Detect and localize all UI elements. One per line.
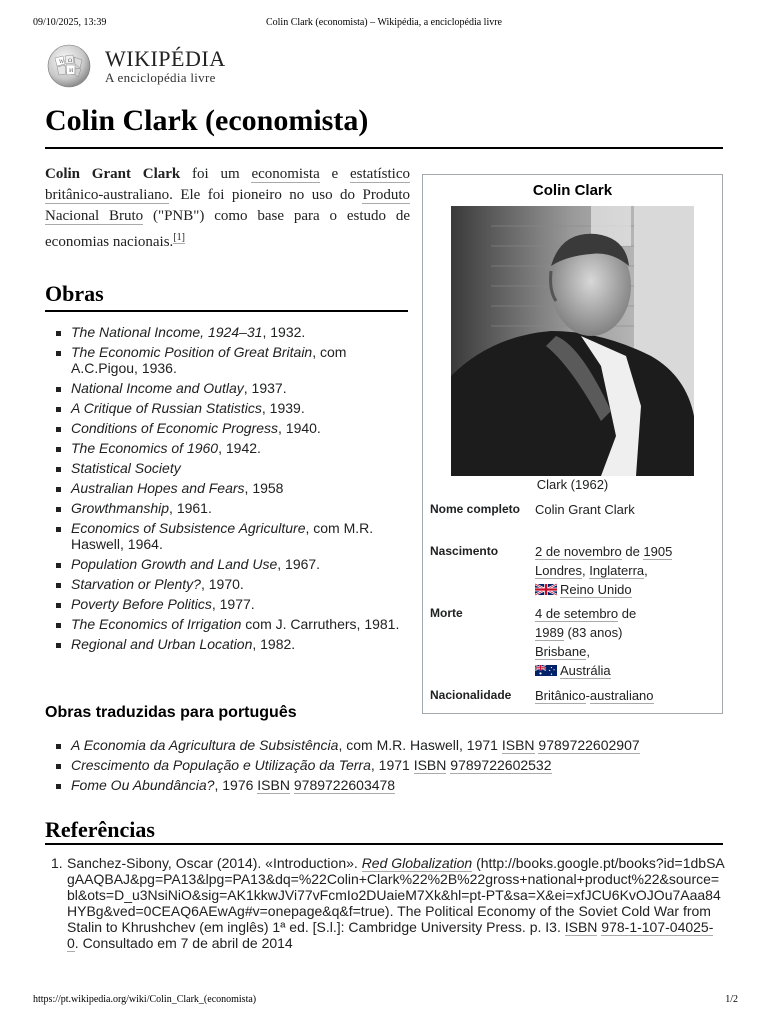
lead-text: foi um (180, 166, 252, 182)
infobox-value (535, 686, 715, 705)
lead-paragraph (45, 164, 410, 253)
obra-title: Statistical Society (71, 460, 181, 476)
obra-item (54, 344, 404, 376)
svg-text:W: W (59, 59, 65, 65)
svg-text:И: И (69, 68, 74, 74)
isbn-number-link[interactable]: 9789722602532 (450, 757, 552, 773)
infobox-row-nacionalidade (430, 686, 715, 706)
lead-text: . Ele foi pioneiro no uso do (169, 187, 363, 203)
link-birth-year[interactable]: 1905 (643, 544, 673, 559)
obra-title: The Economic Position of Great Britain (71, 344, 313, 360)
obra-item (54, 616, 404, 632)
death-age: (83 anos) (563, 625, 623, 640)
traducao-item (54, 757, 734, 773)
link-economista[interactable]: economista (251, 166, 320, 182)
obra-details: , 1937. (243, 380, 287, 396)
obra-details: , 1932. (262, 324, 306, 340)
print-footer (0, 994, 768, 1008)
section-divider (45, 310, 408, 312)
traducao-title: Fome Ou Abundância? (71, 777, 215, 793)
infobox-value: 2 de novembro de 1905 Londres, Inglaterra, Reino Unido (535, 544, 673, 597)
traducao-details: , 1971 (370, 757, 414, 773)
infobox-label: Nascimento (430, 544, 499, 558)
print-date: 09/10/2025, 13:39 (33, 17, 107, 28)
obra-item (54, 324, 404, 340)
link-britanico[interactable]: Britânico (535, 688, 586, 703)
uk-flag-icon (535, 583, 557, 596)
reference-consulted: . Consultado em 7 de abril de 2014 (74, 935, 293, 951)
reference-number: 1. (51, 855, 63, 871)
obra-details: , 1939. (261, 400, 305, 416)
obra-item (54, 380, 404, 396)
wikipedia-wordmark: WIKIPÉDIA (105, 46, 226, 71)
wikipedia-logo[interactable] (45, 44, 245, 92)
link-birth-nation[interactable]: Reino Unido (560, 582, 632, 597)
infobox-label: Morte (430, 606, 463, 620)
obra-details: , 1970. (200, 576, 244, 592)
traducao-title: A Economia da Agricultura de Subsistência (71, 737, 339, 753)
section-divider (45, 843, 723, 845)
link-birth-country[interactable]: Inglaterra (589, 563, 645, 578)
link-produto-nacional-bruto[interactable]: Produto Nacional Bruto (45, 187, 410, 224)
infobox-row-nascimento (430, 542, 715, 599)
obra-title: Australian Hopes and Fears (71, 480, 245, 496)
traducao-details: , com M.R. Haswell, 1971 (338, 737, 502, 753)
obra-details: , 1940. (278, 420, 321, 436)
isbn-link[interactable]: ISBN (564, 919, 598, 935)
obra-item (54, 556, 404, 572)
obra-item (54, 576, 404, 592)
print-url: https://pt.wikipedia.org/wiki/Colin_Clark_(economista) (33, 994, 257, 1005)
obra-title: Conditions of Economic Progress (71, 420, 278, 436)
obra-title: Growthmanship (71, 500, 170, 516)
wikipedia-globe-icon (45, 44, 93, 88)
obra-item (54, 420, 404, 436)
text: de (618, 606, 637, 621)
infobox-label: Nome completo (430, 502, 521, 516)
link-estatistico[interactable]: estatístico (350, 166, 410, 182)
obra-item (54, 636, 404, 652)
obra-item (54, 596, 404, 612)
reference-author: Sanchez-Sibony, Oscar (2014). «Introduction». (67, 855, 362, 871)
subject-name: Colin Grant Clark (45, 166, 181, 182)
obra-title: The Economics of 1960 (71, 440, 219, 456)
obra-title: Starvation or Plenty? (71, 576, 201, 592)
page-title: Colin Clark (economista) (45, 104, 369, 137)
obra-details: , 1977. (211, 596, 255, 612)
infobox-title: Colin Clark (532, 182, 613, 199)
obra-item (54, 500, 404, 516)
obras-list (54, 324, 404, 656)
obra-title: The National Income, 1924–31 (71, 324, 263, 340)
obra-details: , 1967. (277, 556, 321, 572)
infobox-value: Colin Grant Clark (535, 502, 635, 517)
lead-text: e (319, 166, 350, 182)
text: de (621, 544, 644, 559)
traduzidas-list (54, 737, 734, 797)
reference-url[interactable]: (http://books.google.pt/books?id=1dbSAgAAQBAJ&pg=PA13&lpg=PA13&dq=%22Colin+Clark%22%2B%22gross+national+product%22&source=bl&ots=D_u3NsiNiO&sig=AK1kkwJVi77vFcmIo2DUaieM7Xk&hl=pt-PT&sa=X&ei=xfJCU6KvOJOu7Aaa84HYBg&ved=0CEAQ6AEwAg#v=onepage&q&f=true) (67, 855, 725, 919)
reference-details: . The Political Economy of the Soviet Cold War from Stalin to Khrushchev (em inglês) 1ª ed. [S.l.]: Cambridge University Press. p. I3. (67, 903, 711, 935)
reference-work-link[interactable]: Red Globalization (361, 855, 473, 871)
infobox-value: 4 de setembro de 1989 (83 anos) Brisbane, Austrália (535, 606, 637, 678)
link-britanico-australiano[interactable]: britânico-australiano (45, 187, 170, 203)
isbn-link[interactable]: ISBN (257, 777, 290, 793)
link-death-city[interactable]: Brisbane (535, 644, 587, 659)
lead-text: ("PNB") como base para o estudo de economias nacionais. (45, 208, 410, 250)
traducao-item (54, 777, 734, 793)
obra-details: , 1958 (244, 480, 284, 496)
obra-item (54, 520, 404, 552)
text: - (585, 688, 590, 703)
section-heading-traduzidas: Obras traduzidas para português (45, 704, 297, 721)
link-death-country[interactable]: Austrália (560, 663, 611, 678)
traducao-item (54, 737, 734, 753)
references-list (45, 855, 725, 951)
section-heading-obras: Obras (45, 281, 104, 306)
portrait-photo[interactable] (451, 206, 694, 476)
print-header (0, 17, 768, 31)
obra-item (54, 460, 404, 476)
obra-item (54, 480, 404, 496)
infobox-row-morte (430, 604, 715, 684)
obra-details: , com M.R. Haswell, 1964. (71, 520, 374, 552)
obra-details: com J. Carruthers, 1981. (241, 616, 400, 632)
print-title: Colin Clark (economista) – Wikipédia, a enciclopédia livre (265, 17, 502, 28)
wikipedia-tagline: A enciclopédia livre (105, 70, 216, 85)
traducao-title: Crescimento da População e Utilização da Terra (71, 757, 371, 773)
obra-details: , com A.C.Pigou, 1936. (71, 344, 347, 376)
obra-title: A Critique of Russian Statistics (71, 400, 262, 416)
obra-details: , 1942. (218, 440, 261, 456)
obra-title: The Economics of Irrigation (71, 616, 242, 632)
link-birth-city[interactable]: Londres (535, 563, 582, 578)
obra-item (54, 400, 404, 416)
obra-item (54, 440, 404, 456)
obra-title: National Income and Outlay (71, 380, 244, 396)
obra-title: Population Growth and Land Use (71, 556, 278, 572)
link-australiano[interactable]: australiano (589, 688, 654, 703)
infobox-row-nome (430, 500, 715, 538)
reference-item (45, 855, 725, 951)
obra-title: Economics of Subsistence Agriculture (71, 520, 306, 536)
photo-caption: Clark (1962) (536, 477, 609, 492)
australia-flag-icon (535, 664, 557, 677)
obra-details: , 1961. (169, 500, 212, 516)
link-death-year[interactable]: 1989 (535, 625, 564, 640)
reference-link-1[interactable]: [1] (173, 232, 185, 243)
link-birth-date[interactable]: 2 de novembro (535, 544, 622, 559)
svg-text:Ω: Ω (68, 58, 73, 64)
isbn-number-link[interactable]: 9789722602907 (538, 737, 640, 753)
isbn-link[interactable]: ISBN (501, 737, 535, 753)
obra-details: , 1982. (252, 636, 296, 652)
link-death-date[interactable]: 4 de setembro (535, 606, 619, 621)
isbn-number-link[interactable]: 978-1-107-04025-0 (67, 919, 714, 951)
section-heading-referencias: Referências (45, 817, 155, 842)
obra-title: Poverty Before Politics (71, 596, 212, 612)
print-page-number: 1/2 (725, 994, 738, 1005)
infobox-label: Nacionalidade (430, 688, 512, 702)
title-divider (45, 147, 723, 149)
traducao-details: , 1976 (214, 777, 258, 793)
isbn-link[interactable]: ISBN (413, 757, 447, 773)
isbn-number-link[interactable]: 9789722603478 (293, 777, 396, 793)
infobox (422, 174, 723, 714)
obra-title: Regional and Urban Location (71, 636, 253, 652)
